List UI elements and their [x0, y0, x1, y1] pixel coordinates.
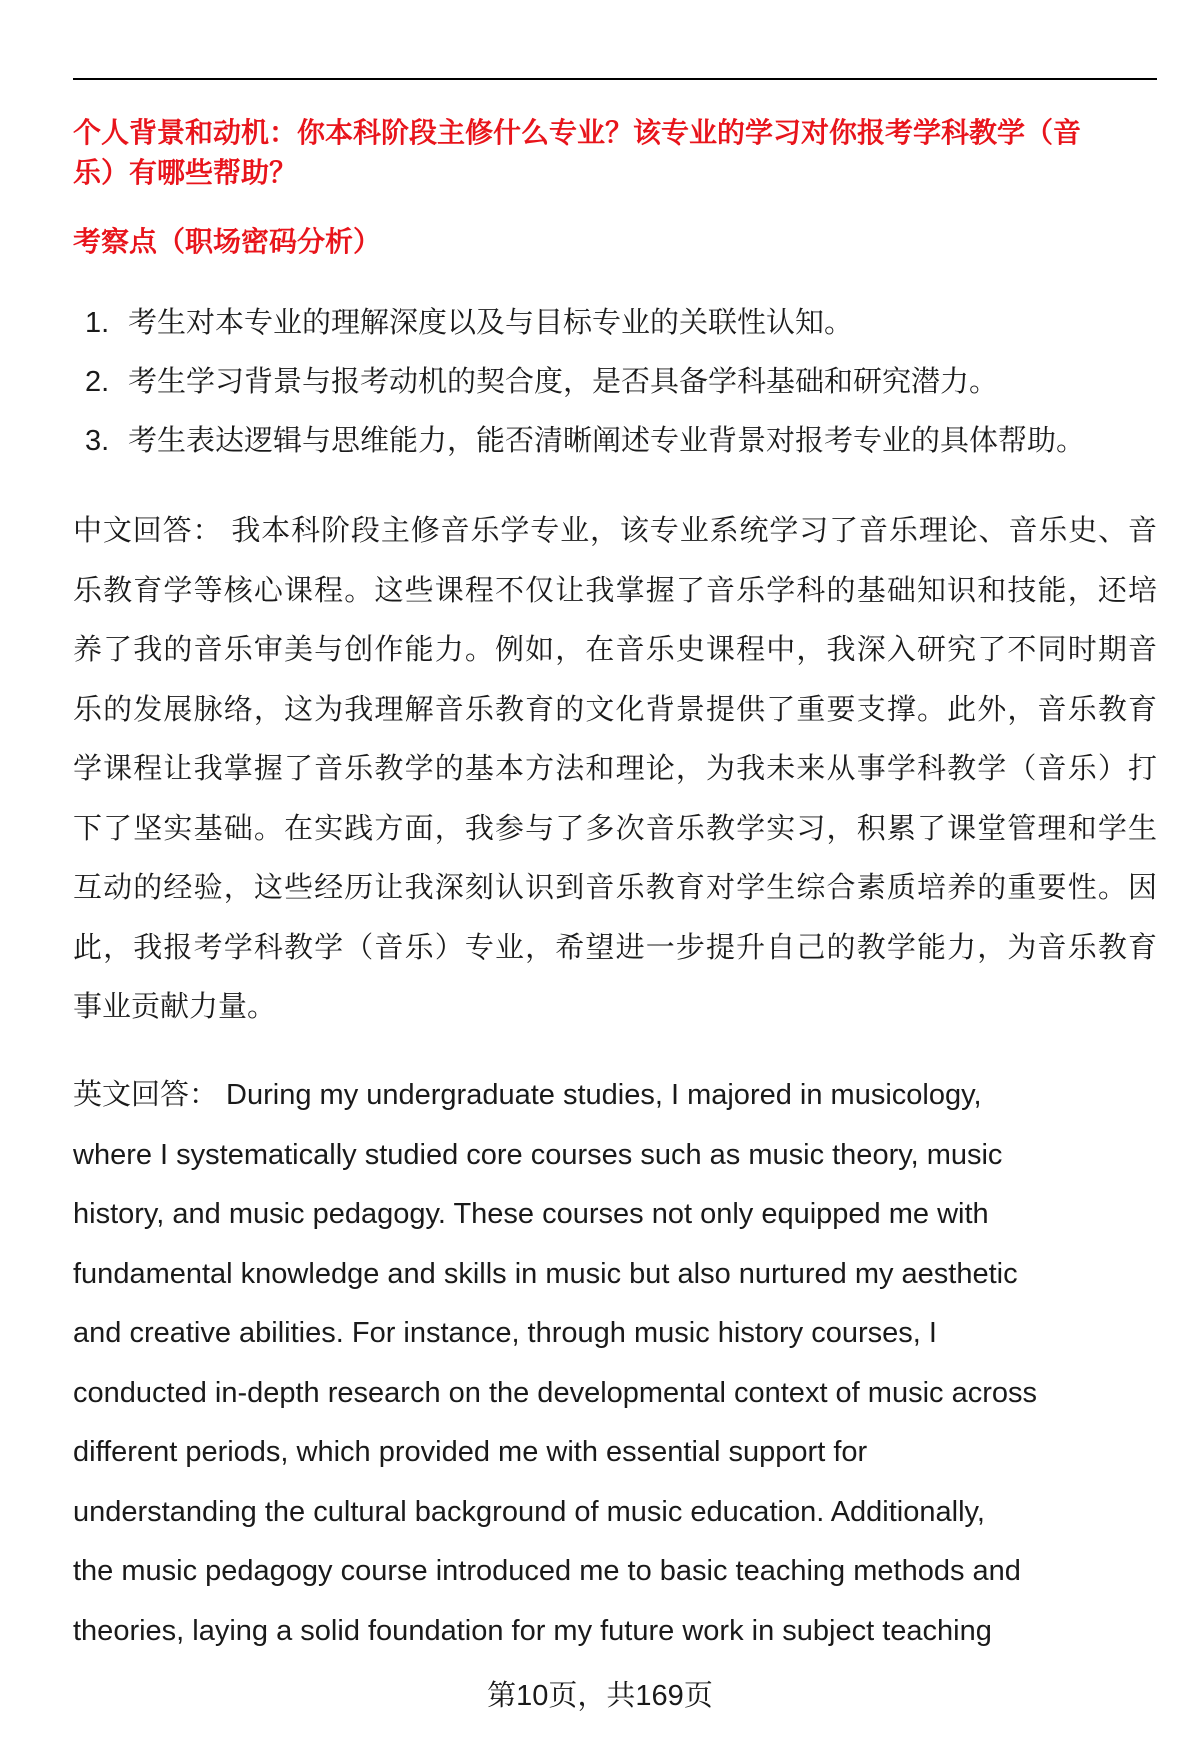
text-line: 此，我报考学科教学（音乐）专业，希望进一步提升自己的教学能力，为音乐教育	[73, 931, 1157, 964]
analysis-points	[73, 303, 1163, 480]
item-number: 2.	[85, 366, 110, 398]
text-line: 乐教育学等核心课程。这些课程不仅让我掌握了音乐学科的基础知识和技能，还培	[73, 574, 1157, 607]
text-line: 事业贡献力量。	[73, 991, 277, 1023]
text-line: 英文回答： During my undergraduate studies, I majored in musicology,	[73, 1079, 982, 1111]
item-text: 考生表达逻辑与思维能力，能否清晰阐述专业背景对报考专业的具体帮助。	[128, 425, 1086, 457]
item-number: 1.	[85, 307, 110, 339]
text-line: 养了我的音乐审美与创作能力。例如，在音乐史课程中，我深入研究了不同时期音	[73, 634, 1157, 666]
header-rule	[73, 78, 1157, 80]
english-answer	[73, 1075, 1157, 1670]
chinese-answer	[73, 511, 1157, 1047]
question-line: 个人背景和动机：你本科阶段主修什么专业？该专业的学习对你报考学科教学（音	[73, 117, 1082, 148]
item-text: 考生学习背景与报考动机的契合度，是否具备学科基础和研究潜力。	[128, 366, 999, 398]
text-line: the music pedagogy course introduced me to basic teaching methods and	[73, 1555, 1021, 1587]
text-line: understanding the cultural background of music education. Additionally,	[73, 1495, 985, 1528]
text-line: theories, laying a solid foundation for my future work in subject teaching	[73, 1614, 992, 1647]
text-line: conducted in-depth research on the developmental context of music across	[73, 1376, 1037, 1409]
text-line: 中文回答： 我本科阶段主修音乐学专业，该专业系统学习了音乐理论、音乐史、音	[73, 515, 1157, 547]
text-line: 乐的发展脉络，这为我理解音乐教育的文化背景提供了重要支撑。此外，音乐教育	[73, 693, 1157, 726]
question-title	[73, 113, 1163, 193]
analysis-heading: 考察点（职场密码分析）	[73, 226, 382, 257]
page-number: 第10页，共169页	[487, 1680, 713, 1712]
text-line: 下了坚实基础。在实践方面，我参与了多次音乐教学实习，积累了课堂管理和学生	[73, 812, 1157, 845]
list-item	[73, 421, 1163, 480]
text-line: different periods, which provided me with essential support for	[73, 1436, 868, 1468]
item-number: 3.	[85, 425, 110, 457]
text-line: where I systematically studied core courses such as music theory, music	[73, 1138, 1003, 1171]
question-line: 乐）有哪些帮助？	[73, 157, 298, 188]
item-text: 考生对本专业的理解深度以及与目标专业的关联性认知。	[128, 307, 854, 339]
text-line: history, and music pedagogy. These courses not only equipped me with	[73, 1198, 989, 1230]
list-item	[73, 362, 1163, 421]
text-line: and creative abilities. For instance, through music history courses, I	[73, 1317, 937, 1349]
list-item	[73, 303, 1163, 362]
text-line: 互动的经验，这些经历让我深刻认识到音乐教育对学生综合素质培养的重要性。因	[73, 872, 1157, 904]
text-line: fundamental knowledge and skills in music but also nurtured my aesthetic	[73, 1257, 1018, 1290]
text-line: 学课程让我掌握了音乐教学的基本方法和理论，为我未来从事学科教学（音乐）打	[73, 753, 1157, 785]
